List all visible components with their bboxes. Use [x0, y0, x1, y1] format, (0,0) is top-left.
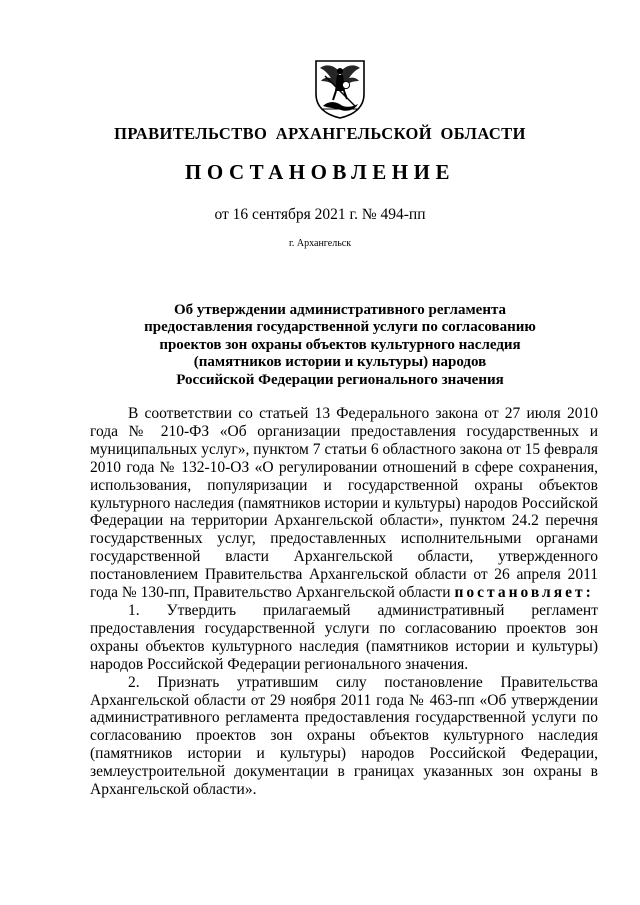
document-city: г. Архангельск [288, 238, 352, 249]
item-2-paragraph: 2. Признать утратившим силу постановление Правительства Архангельской области от 29 ноября 2011 года № 463-пп «Об утверждении административного регламента предоставления государственной услуги по согласованию проектов зон охраны объектов культурного наследия (памятников истории и культуры) народов Российской Федерации, землеустроительной документации в границах указанных зон охраны в Архангельской области». [90, 673, 598, 799]
document-subject [120, 302, 560, 389]
subject-line: (памятников истории и культуры) народов [193, 354, 487, 371]
government-title: ПРАВИТЕЛЬСТВО АРХАНГЕЛЬСКОЙ ОБЛАСТИ [114, 124, 526, 143]
subject-line: предоставления государственной услуги по согласованию [144, 319, 536, 336]
decree-word: постановляет [454, 584, 586, 602]
decree-colon: : [585, 584, 591, 602]
subject-line: Российской Федерации регионального значения [176, 371, 504, 388]
item-1-paragraph: 1. Утвердить прилагаемый административный регламент предоставления государственной услуги по согласованию проектов зон охраны объектов культурного наследия (памятников истории и культуры) народов Российской Федерации регионального значения. [90, 601, 598, 673]
document-type: ПОСТАНОВЛЕНИЕ [185, 160, 455, 184]
preamble-text: В соответствии со статьей 13 Федерального закона от 27 июля 2010 года № 210-ФЗ «Об организации предоставления государственных и муниципальных услуг», пунктом 7 статьи 6 областного закона от 15 февраля 2010 года № 132-10-ОЗ «О регулировании отношений в сфере сохранения, использования, популяризации и государственной охраны объектов культурного наследия (памятников истории и культуры) народов Российской Федерации на территории Архангельской области», пунктом 24.2 перечня государственных услуг, предоставленных исполнительными органами государственной власти Архангельской области, утвержденного постановлением Правительства Архангельской области от 26 апреля 2011 года № 130-пп, Правительство Архангельской области [90, 405, 598, 602]
preamble-paragraph [90, 405, 598, 602]
arkhangelsk-coat-of-arms-icon [313, 58, 367, 120]
subject-line: проектов зон охраны объектов культурного наследия [159, 336, 521, 353]
subject-line: Об утверждении административного регламента [173, 302, 507, 318]
document-body [90, 405, 598, 799]
document-date-number: от 16 сентября 2021 г. № 494-пп [214, 206, 426, 223]
